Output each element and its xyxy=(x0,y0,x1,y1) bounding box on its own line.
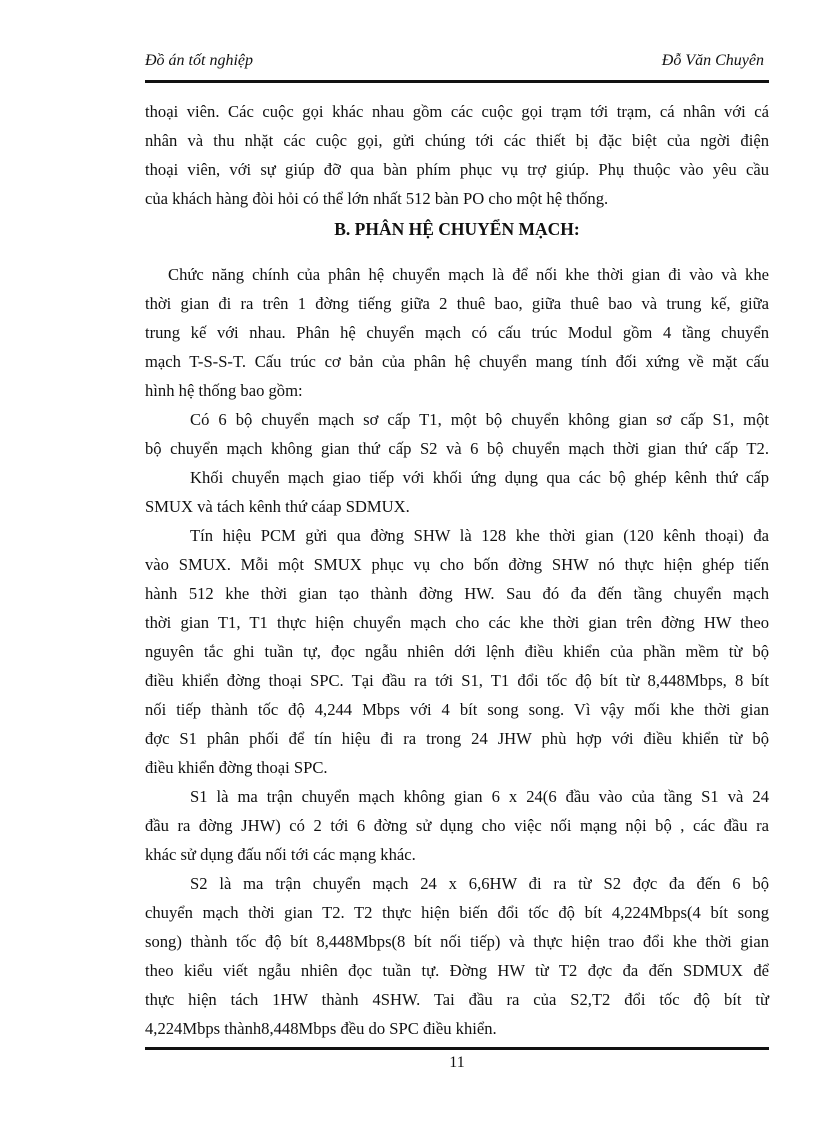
text-line: S2 là ma trận chuyển mạch 24 x 6,6HW đi ra từ S2 đợc đa đến 6 bộ xyxy=(190,874,769,893)
text-line: mạch T-S-S-T. Cấu trúc cơ bản của phân hệ chuyển mang tính đối xứng về mặt cấu xyxy=(145,352,769,371)
text-line: hành 512 khe thời gian tạo thành đờng HW. Sau đó đa đến tầng chuyển mạch xyxy=(145,584,769,603)
text-line: thoại viên. Các cuộc gọi khác nhau gồm các cuộc gọi trạm tới trạm, cá nhân với cá xyxy=(145,102,769,121)
text-line: nhân và thu nhặt các cuộc gọi, gửi chúng tới các thiết bị đặc biệt của ngời điện xyxy=(145,131,769,150)
text-line: SMUX và tách kênh thứ cáap SDMUX. xyxy=(145,497,410,516)
text-line: theo kiểu viết ngẫu nhiên đọc tuần tự. Đờng HW từ T2 đợc đa đến SDMUX để xyxy=(145,961,769,980)
header-divider xyxy=(145,80,769,83)
text-line: trung kế với nhau. Phân hệ chuyển mạch có cấu trúc Modul gồm 4 tầng chuyển xyxy=(145,323,769,342)
text-line: nối tiếp thành tốc độ 4,244 Mbps với 4 bít song song. Vì vậy mối khe thời gian xyxy=(145,700,769,719)
text-line: của khách hàng đòi hỏi có thể lớn nhất 512 bàn PO cho một hệ thống. xyxy=(145,189,609,208)
text-line: song) thành tốc độ bít 8,448Mbps(8 bít nối tiếp) và thực hiện trao đổi khe thời gian xyxy=(145,932,769,951)
text-line: đợc S1 phân phối để tín hiệu đi ra trong 24 JHW phù hợp với điều khiển từ bộ xyxy=(145,729,769,748)
text-line: Chức năng chính của phân hệ chuyển mạch là để nối khe thời gian đi vào và khe xyxy=(168,265,769,284)
text-line: S1 là ma trận chuyển mạch không gian 6 x 24(6 đầu vào của tầng S1 và 24 xyxy=(190,787,769,806)
text-line: Có 6 bộ chuyển mạch sơ cấp T1, một bộ chuyển không gian sơ cấp S1, một xyxy=(190,410,769,429)
footer-divider xyxy=(145,1047,769,1050)
text-line: bộ chuyển mạch không gian thứ cấp S2 và 6 bộ chuyển mạch thời gian thứ cấp T2. xyxy=(145,439,769,458)
section-heading: B. PHÂN HỆ CHUYỂN MẠCH: xyxy=(334,219,580,239)
page-number: 11 xyxy=(449,1054,465,1071)
text-line: 4,224Mbps thành8,448Mbps đều do SPC điều khiển. xyxy=(145,1019,497,1038)
text-line: chuyển mạch thời gian T2. T2 thực hiện biến đổi tốc độ bít 4,224Mbps(4 bít song xyxy=(145,903,769,922)
text-line: thực hiện tách 1HW thành 4SHW. Tai đầu ra của S2,T2 đổi tốc độ bít từ xyxy=(145,990,769,1009)
text-line: Khối chuyển mạch giao tiếp với khối ứng dụng qua các bộ ghép kênh thứ cấp xyxy=(190,468,769,487)
text-line: khác sử dụng đấu nối tới các mạng khác. xyxy=(145,845,416,864)
text-line: hình hệ thống bao gồm: xyxy=(145,381,303,400)
page-header xyxy=(145,52,770,76)
text-line: đầu ra đờng JHW) có 2 tới 6 đờng sử dụng cho việc nối mạng nội bộ , các đầu ra xyxy=(145,816,769,835)
text-line: Tín hiệu PCM gửi qua đờng SHW là 128 khe thời gian (120 kênh thoại) đa xyxy=(190,526,769,545)
text-line: điều khiển đờng thoại SPC. Tại đầu ra tới S1, T1 đổi tốc độ bít từ 8,448Mbps, 8 bít xyxy=(145,671,769,690)
text-line: điều khiển đờng thoại SPC. xyxy=(145,758,328,777)
text-line: vào SMUX. Mỗi một SMUX phục vụ cho bốn đờng SHW nó thực hiện ghép tiến xyxy=(145,555,769,574)
text-line: thời gian đi ra trên 1 đờng tiếng giữa 2 thuê bao, giữa thuê bao và trung kế, giữa xyxy=(145,294,769,313)
text-line: nguyên tắc ghi tuần tự, đọc ngẫu nhiên dới lệnh điều khiển của phần mềm từ bộ xyxy=(145,642,769,661)
header-author: Đỗ Văn Chuyên xyxy=(661,52,764,69)
header-title: Đồ án tốt nghiệp xyxy=(145,52,253,69)
text-line: thời gian T1, T1 thực hiện chuyển mạch cho các khe thời gian trên đờng HW theo xyxy=(145,613,769,632)
text-line: thoại viên, với sự giúp đỡ qua bàn phím phục vụ trợ giúp. Phụ thuộc vào yêu cầu xyxy=(145,160,769,179)
